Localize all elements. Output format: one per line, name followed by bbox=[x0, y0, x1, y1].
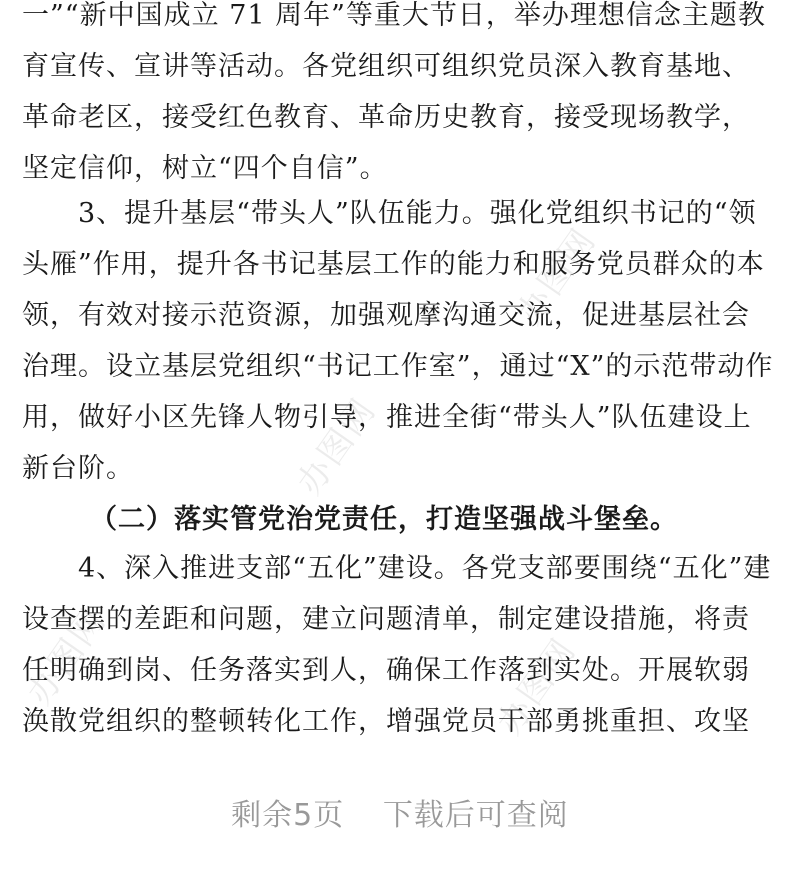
paragraph-1 bbox=[22, 0, 782, 194]
watermark: 办图网 bbox=[489, 630, 585, 743]
download-hint-label: 下载后可查阅 bbox=[382, 798, 569, 833]
text-line: 3、提升基层“带头人”队伍能力。强化党组织书记的“领 bbox=[22, 198, 757, 229]
remaining-pages-label: 剩余5页 bbox=[231, 798, 345, 833]
watermark: 办图网 bbox=[509, 220, 605, 333]
text-line: 革命老区，接受红色教育、革命历史教育，接受现场教学， bbox=[22, 102, 750, 133]
text-line: 育宣传、宣讲等活动。各党组织可组织党员深入教育基地、 bbox=[22, 51, 750, 82]
text-line: 坚定信仰，树立“四个自信”。 bbox=[22, 153, 388, 184]
text-line: 治理。设立基层党组织“书记工作室”，通过“X”的示范带动作 bbox=[22, 351, 774, 382]
text-line: 任明确到岗、任务落实到人，确保工作落到实处。开展软弱 bbox=[22, 655, 750, 686]
watermark: 办图网 bbox=[19, 600, 115, 713]
text-line: 用，做好小区先锋人物引导，推进全街“带头人”队伍建设上 bbox=[22, 402, 752, 433]
download-prompt[interactable] bbox=[0, 790, 800, 834]
text-line: 新台阶。 bbox=[22, 453, 134, 484]
text-line: 涣散党组织的整顿转化工作，增强党员干部勇挑重担、攻坚 bbox=[22, 706, 750, 737]
section-heading: （二）落实管党治党责任，打造坚强战斗堡垒。 bbox=[90, 504, 678, 535]
text-line: 领，有效对接示范资源，加强观摩沟通交流，促进基层社会 bbox=[22, 300, 750, 331]
watermark: 办图网 bbox=[289, 390, 385, 503]
paragraph-3 bbox=[22, 543, 782, 747]
text-line: 头雁”作用，提升各书记基层工作的能力和服务党员群众的本 bbox=[22, 249, 765, 280]
text-line: 设查摆的差距和问题，建立问题清单，制定建设措施，将责 bbox=[22, 604, 750, 635]
paragraph-2 bbox=[22, 188, 782, 494]
text-line: 4、深入推进支部“五化”建设。各党支部要围绕“五化”建 bbox=[22, 553, 772, 584]
text-line: 一”“新中国成立 71 周年”等重大节日，举办理想信念主题教 bbox=[22, 0, 766, 31]
